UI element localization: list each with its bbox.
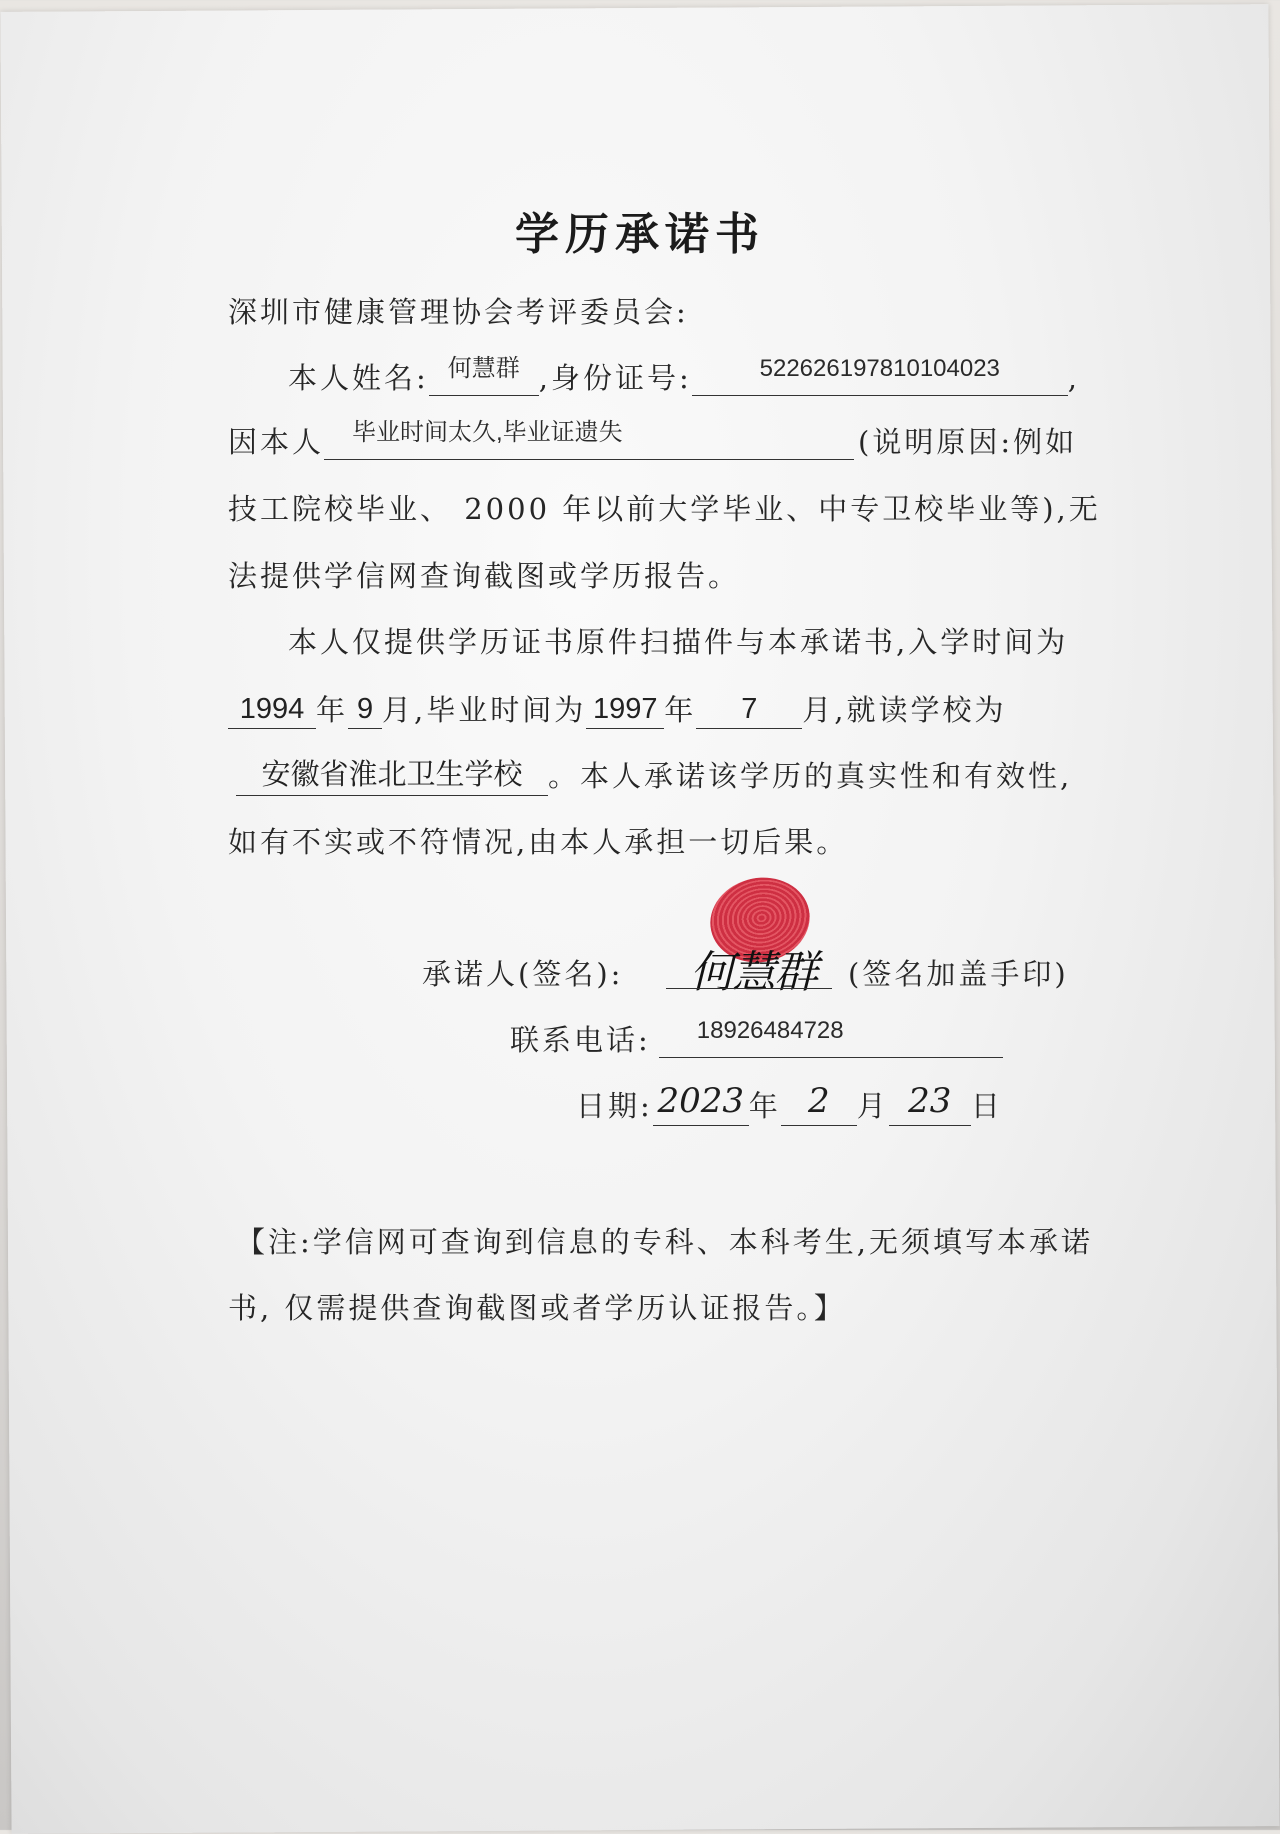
grad-year-unit: 年: [664, 693, 697, 727]
document-title: 学历承诺书: [515, 209, 765, 260]
school-label: ,就读学校为: [834, 693, 1007, 727]
school-value: 安徽省淮北卫生学校: [261, 759, 523, 791]
note-line1: 【注:学信网可查询到信息的专科、本科考生,无须填写本承诺: [236, 1225, 1093, 1259]
recipient-line: 深圳市健康管理协会考评委员会:: [228, 295, 689, 329]
grad-month: 7: [741, 693, 758, 725]
enroll-year-field: [228, 695, 316, 729]
id-tail: ,: [1067, 361, 1080, 395]
date-year: 2023: [657, 1081, 745, 1121]
reason-hint-3: 法提供学信网查询截图或学历报告。: [228, 559, 741, 593]
date-month: 2: [807, 1081, 830, 1121]
date-year-unit: 年: [748, 1089, 781, 1123]
reason-label: 因本人: [228, 425, 325, 459]
school-line: [236, 754, 1072, 796]
date-label: 日期:: [576, 1089, 653, 1123]
reason-field: [324, 419, 854, 460]
enroll-year-unit: 年: [316, 693, 349, 727]
grad-year-field: [586, 695, 664, 729]
enroll-year: 1994: [239, 693, 305, 725]
reason-hint-2: 技工院校毕业、 2000 年以前大学毕业、中专卫校毕业等),无: [228, 492, 1101, 526]
phone-line: [510, 1018, 1003, 1059]
phone-label: 联系电话:: [510, 1023, 651, 1057]
dates-line: [228, 688, 1007, 729]
phone-value: 18926484728: [696, 1017, 844, 1044]
grad-month-unit: 月: [802, 693, 835, 727]
enroll-month-unit: 月: [382, 693, 415, 727]
date-day-unit: 日: [970, 1089, 1003, 1123]
date-month-unit: 月: [856, 1089, 889, 1123]
date-year-field: [653, 1081, 749, 1126]
reason-hint-1: (说明原因:例如: [858, 425, 1078, 459]
date-day-field: [889, 1081, 971, 1126]
signature: 何慧群: [690, 947, 816, 998]
signer-hint: (签名加盖手印): [848, 957, 1069, 991]
name-label: 本人姓名:: [288, 361, 429, 395]
reason-line: [228, 420, 1077, 461]
reason-value: 毕业时间太久,毕业证遗失: [352, 419, 623, 446]
school-field: [236, 754, 548, 796]
para2-line4: 如有不实或不符情况,由本人承担一切后果。: [228, 825, 849, 859]
phone-field: [659, 1017, 1003, 1058]
date-month-field: [781, 1081, 857, 1126]
id-label: ,身份证号:: [538, 361, 692, 395]
id-field: [692, 355, 1068, 396]
name-field: [429, 355, 539, 396]
name-id-line: [288, 356, 1080, 397]
note-line2: 书, 仅需提供查询截图或者学历认证报告。】: [228, 1291, 846, 1325]
date-day: 23: [908, 1081, 952, 1121]
grad-month-field: [696, 695, 802, 729]
enroll-month: 9: [356, 693, 374, 725]
paper-sheet: [0, 4, 1279, 1834]
enroll-month-field: [348, 695, 382, 729]
signer-label: 承诺人(签名):: [422, 957, 624, 991]
para2-line3-tail: 。本人承诺该学历的真实性和有效性,: [548, 759, 1073, 793]
grad-label: ,毕业时间为: [414, 693, 587, 727]
name-value: 何慧群: [447, 355, 520, 382]
signature-rule: [666, 988, 832, 989]
para2-line1: 本人仅提供学历证书原件扫描件与本承诺书,入学时间为: [288, 625, 1069, 659]
id-value: 522626197810104023: [759, 355, 1000, 382]
date-line: [576, 1081, 1003, 1126]
grad-year: 1997: [592, 693, 658, 725]
